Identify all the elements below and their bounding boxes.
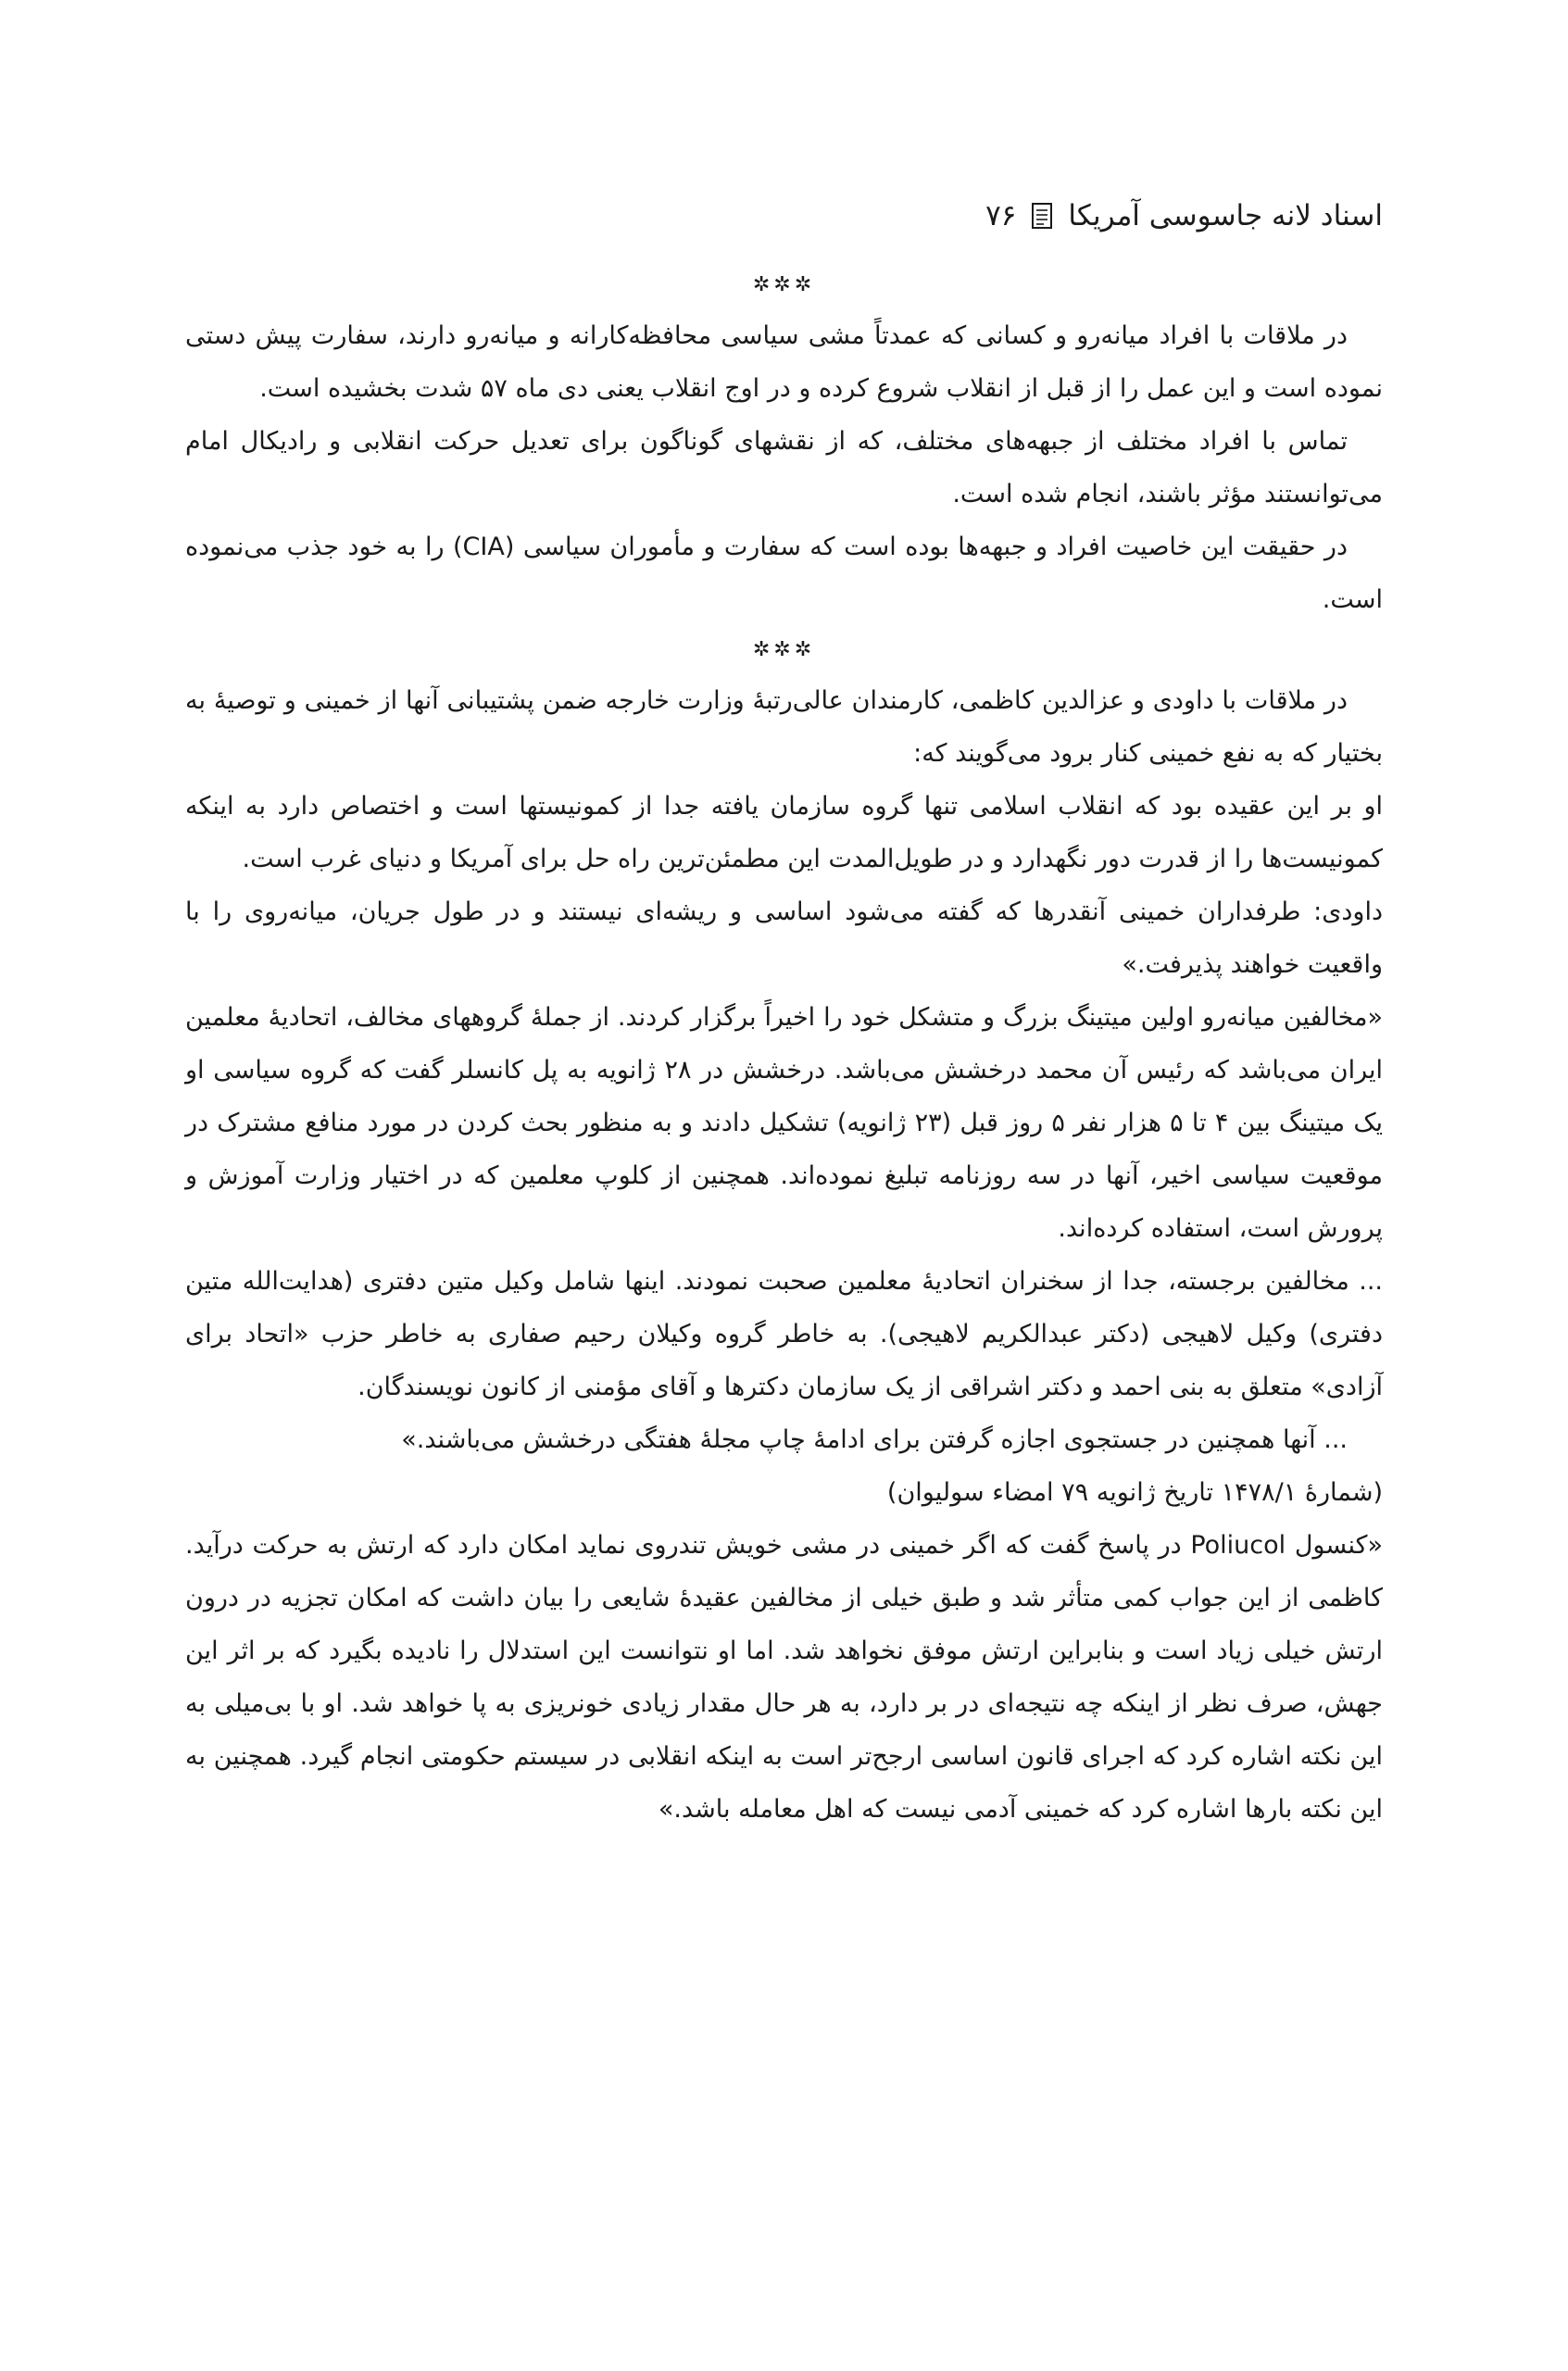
- book-title: اسناد لانه جاسوسی آمریکا: [1068, 199, 1383, 232]
- paragraph: ... مخالفین برجسته، جدا از سخنران اتحادیهٔ معلمین صحبت نمودند. اینها شامل وکیل متین دفتری (هدایت‌الله متین دفتری) وکیل لاهیجی (دکتر عبدالکریم لاهیجی). به خاطر گروه وکیلان رحیم صفاری به خاطر حزب «اتحاد برای آزادی» متعلق به بنی احمد و دکتر اشراقی از یک سازمان دکترها و آقای مؤمنی از کانون نویسندگان.: [185, 1267, 1383, 1401]
- paragraph: در حقیقت این خاصیت افراد و جبهه‌ها بوده است که سفارت و مأموران سیاسی (CIA) را به خود جذب می‌نموده است.: [185, 533, 1383, 614]
- paragraph: تماس با افراد مختلف از جبهه‌های مختلف، که از نقشهای گوناگون برای تعدیل حرکت انقلابی و رادیکال امام می‌توانستند مؤثر باشند، انجام شده است.: [185, 427, 1383, 508]
- section-separator: ✲✲✲: [752, 273, 816, 296]
- header-inner: [985, 199, 1383, 232]
- paragraph: در ملاقات با افراد میانه‌رو و کسانی که عمدتاً مشی سیاسی محافظه‌کارانه و میانه‌رو دارند، سفارت پیش دستی نموده است و این عمل را از قبل از انقلاب شروع کرده و در اوج انقلاب یعنی دی ماه ۵۷ شدت بخشیده است.: [185, 321, 1383, 403]
- main-text: [185, 261, 1383, 1836]
- section-separator: ✲✲✲: [752, 638, 816, 661]
- paragraph: «مخالفین میانه‌رو اولین میتینگ بزرگ و متشکل خود را اخیراً برگزار کردند. از جملهٔ گروههای مخالف، اتحادیهٔ معلمین ایران می‌باشد که رئیس آن محمد درخشش می‌باشد. درخشش در ۲۸ ژانویه به پل کانسلر گفت که گروه سیاسی او یک میتینگ بین ۴ تا ۵ هزار نفر ۵ روز قبل (۲۳ ژانویه) تشکیل دادند و به منظور بحث کردن در مورد منافع مشترک در موقعیت سیاسی اخیر، آنها در سه روزنامه تبلیغ نموده‌اند. همچنین از کلوپ معلمین که در اختیار وزارت آموزش و پرورش است، استفاده کرده‌اند.: [185, 1003, 1384, 1243]
- paragraph: «کنسول Poliucol در پاسخ گفت که اگر خمینی در مشی خویش تندروی نماید امکان دارد که ارتش به حرکت درآید. کاظمی از این جواب کمی متأثر شد و طبق خیلی از مخالفین عقیدهٔ شایعی را بیان داشت که امکان تجزیه در درون ارتش خیلی زیاد است و بنابراین ارتش موفق نخواهد شد. اما او نتوانست این استدلال را نادیده بگیرد که بر اثر این جهش، صرف نظر از اینکه چه نتیجه‌ای در بر دارد، به هر حال مقدار زیادی خونریزی به پا خواهد شد. او با بی‌میلی به این نکته اشاره کرد که اجرای قانون اساسی ارجح‌تر است به اینکه انقلابی در سیستم حکومتی انجام گیرد. همچنین به این نکته بارها اشاره کرد که خمینی آدمی نیست که اهل معامله باشد.»: [185, 1531, 1383, 1824]
- paragraph: داودی: طرفداران خمینی آنقدرها که گفته می‌شود اساسی و ریشه‌ای نیستند و در طول جریان، میانه‌روی را با واقعیت خواهند پذیرفت.»: [185, 897, 1383, 979]
- paragraph: او بر این عقیده بود که انقلاب اسلامی تنها گروه سازمان یافته جدا از کمونیستها است و اختصاص دارد به اینکه کمونیست‌ها را از قدرت دور نگهدارد و در طویل‌المدت این مطمئن‌ترین راه حل برای آمریکا و دنیای غرب است.: [185, 792, 1383, 873]
- document-icon: [1031, 202, 1053, 230]
- paragraph: ... آنها همچنین در جستجوی اجازه گرفتن برای ادامهٔ چاپ مجلهٔ هفتگی درخشش می‌باشند.»: [401, 1425, 1348, 1454]
- paragraph: در ملاقات با داودی و عزالدین کاظمی، کارمندان عالی‌رتبهٔ وزارت خارجه ضمن پشتیبانی آنها از خمینی و توصیهٔ به بختیار که به نفع خمینی کنار برود می‌گویند که:: [185, 686, 1383, 768]
- document-citation: (شمارهٔ ۱۴۷۸/۱ تاریخ ژانویه ۷۹ امضاء سولیوان): [886, 1478, 1383, 1507]
- running-header: [185, 193, 1383, 239]
- page-number: ۷۶: [985, 199, 1017, 232]
